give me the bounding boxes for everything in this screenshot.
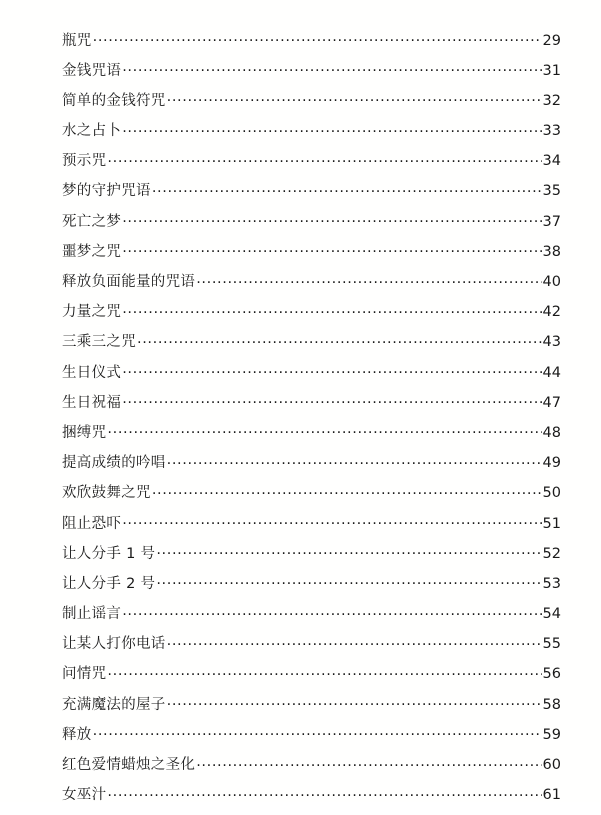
toc-entry-page-number: 40 — [542, 274, 561, 290]
toc-entry-page-number: 58 — [542, 696, 561, 713]
toc-entry-title: 噩梦之咒 — [62, 243, 122, 260]
toc-entry-page-number: 56 — [542, 666, 561, 683]
toc-entry-page-number: 29 — [542, 32, 561, 49]
toc-leader-dots — [122, 211, 541, 226]
toc-entry[interactable] — [62, 604, 561, 634]
toc-entry-title: 生日仪式 — [62, 364, 122, 381]
toc-leader-dots — [152, 483, 542, 498]
toc-leader-dots — [167, 90, 542, 105]
toc-entry-page-number: 31 — [542, 62, 561, 79]
toc-entry[interactable] — [62, 60, 561, 90]
toc-entry-title: 瓶咒 — [62, 32, 92, 49]
toc-leader-dots — [122, 60, 541, 75]
toc-entry-title: 阻止恐吓 — [62, 515, 122, 532]
toc-entry-title: 捆缚咒 — [62, 424, 107, 441]
toc-leader-dots — [137, 332, 542, 347]
toc-entry-title: 梦的守护咒语 — [62, 183, 151, 200]
toc-entry-page-number: 43 — [542, 334, 561, 351]
toc-entry-page-number: 37 — [542, 213, 561, 230]
toc-entry[interactable] — [62, 332, 561, 362]
toc-leader-dots — [156, 543, 541, 558]
toc-entry[interactable] — [62, 483, 561, 513]
toc-leader-dots — [93, 724, 542, 739]
toc-leader-dots — [167, 694, 542, 709]
toc-entry[interactable] — [62, 573, 561, 603]
toc-entry-page-number: 50 — [542, 485, 561, 502]
toc-entry-page-number: 53 — [542, 575, 561, 592]
toc-leader-dots — [107, 151, 541, 166]
toc-entry[interactable] — [62, 785, 561, 815]
toc-leader-dots — [122, 302, 541, 317]
toc-entry[interactable] — [62, 724, 561, 754]
toc-entry-title: 问情咒 — [62, 666, 107, 683]
toc-entry[interactable] — [62, 543, 561, 573]
toc-entry-title: 欢欣鼓舞之咒 — [62, 485, 151, 502]
toc-entry-page-number: 59 — [542, 726, 561, 743]
toc-entry-title: 让人分手 1 号 — [62, 545, 156, 562]
toc-entry-page-number: 49 — [542, 455, 561, 472]
toc-leader-dots — [196, 755, 541, 770]
toc-entry-title: 充满魔法的屋子 — [62, 696, 166, 713]
toc-entry-title: 释放 — [62, 726, 92, 743]
toc-entry[interactable] — [62, 362, 561, 392]
toc-leader-dots — [122, 241, 541, 256]
toc-entry-title: 金钱咒语 — [62, 62, 122, 79]
toc-entry-title: 三乘三之咒 — [62, 334, 136, 351]
toc-entry[interactable] — [62, 30, 561, 60]
table-of-contents — [62, 30, 561, 815]
toc-entry[interactable] — [62, 392, 561, 422]
toc-entry-title: 简单的金钱符咒 — [62, 92, 166, 109]
toc-entry-page-number: 42 — [542, 304, 561, 321]
toc-entry[interactable] — [62, 151, 561, 181]
toc-entry[interactable] — [62, 634, 561, 664]
toc-leader-dots — [107, 664, 541, 679]
toc-entry-page-number: 52 — [542, 545, 561, 562]
toc-entry-page-number: 47 — [542, 394, 561, 411]
toc-leader-dots — [122, 604, 541, 619]
toc-entry-page-number: 44 — [542, 364, 561, 381]
toc-entry-title: 让人分手 2 号 — [62, 575, 156, 592]
toc-leader-dots — [152, 181, 542, 196]
toc-entry-page-number: 60 — [542, 757, 561, 773]
toc-entry-page-number: 33 — [542, 123, 561, 140]
toc-entry[interactable] — [62, 211, 561, 241]
toc-entry-title: 生日祝福 — [62, 394, 122, 411]
toc-leader-dots — [107, 785, 541, 800]
toc-entry-title: 死亡之梦 — [62, 213, 122, 230]
toc-entry-page-number: 54 — [542, 606, 561, 623]
toc-leader-dots — [156, 573, 541, 588]
toc-entry-title: 水之占卜 — [62, 123, 122, 140]
toc-entry-page-number: 51 — [542, 515, 561, 532]
toc-entry-title: 红色爱情蜡烛之圣化 — [62, 757, 196, 773]
toc-entry-page-number: 48 — [542, 424, 561, 441]
toc-entry-title: 预示咒 — [62, 153, 107, 170]
toc-leader-dots — [107, 422, 541, 437]
toc-entry-page-number: 34 — [542, 153, 561, 170]
toc-entry[interactable] — [62, 453, 561, 483]
toc-leader-dots — [167, 453, 542, 468]
toc-entry-title: 力量之咒 — [62, 304, 122, 321]
toc-entry-title: 让某人打你电话 — [62, 636, 166, 653]
toc-leader-dots — [122, 392, 541, 407]
toc-entry-title: 提高成绩的吟唱 — [62, 455, 166, 472]
toc-entry-page-number: 32 — [542, 92, 561, 109]
toc-entry[interactable] — [62, 302, 561, 332]
toc-entry-title: 女巫汁 — [62, 787, 107, 804]
toc-entry[interactable] — [62, 664, 561, 694]
toc-entry[interactable] — [62, 241, 561, 271]
toc-leader-dots — [167, 634, 542, 649]
toc-leader-dots — [122, 362, 541, 377]
toc-entry[interactable] — [62, 272, 561, 302]
toc-entry[interactable] — [62, 694, 561, 724]
toc-entry[interactable] — [62, 181, 561, 211]
toc-leader-dots — [122, 513, 541, 528]
toc-entry-page-number: 55 — [542, 636, 561, 653]
toc-leader-dots — [93, 30, 542, 45]
toc-entry-page-number: 38 — [542, 243, 561, 260]
toc-entry[interactable] — [62, 90, 561, 120]
toc-leader-dots — [122, 121, 541, 136]
toc-leader-dots — [196, 272, 541, 287]
toc-entry-title: 释放负面能量的咒语 — [62, 274, 196, 290]
toc-entry[interactable] — [62, 121, 561, 151]
toc-entry-page-number: 35 — [542, 183, 561, 200]
toc-entry-title: 制止谣言 — [62, 606, 122, 623]
toc-entry[interactable] — [62, 422, 561, 452]
toc-entry[interactable] — [62, 755, 561, 785]
toc-entry-page-number: 61 — [542, 787, 561, 804]
toc-entry[interactable] — [62, 513, 561, 543]
